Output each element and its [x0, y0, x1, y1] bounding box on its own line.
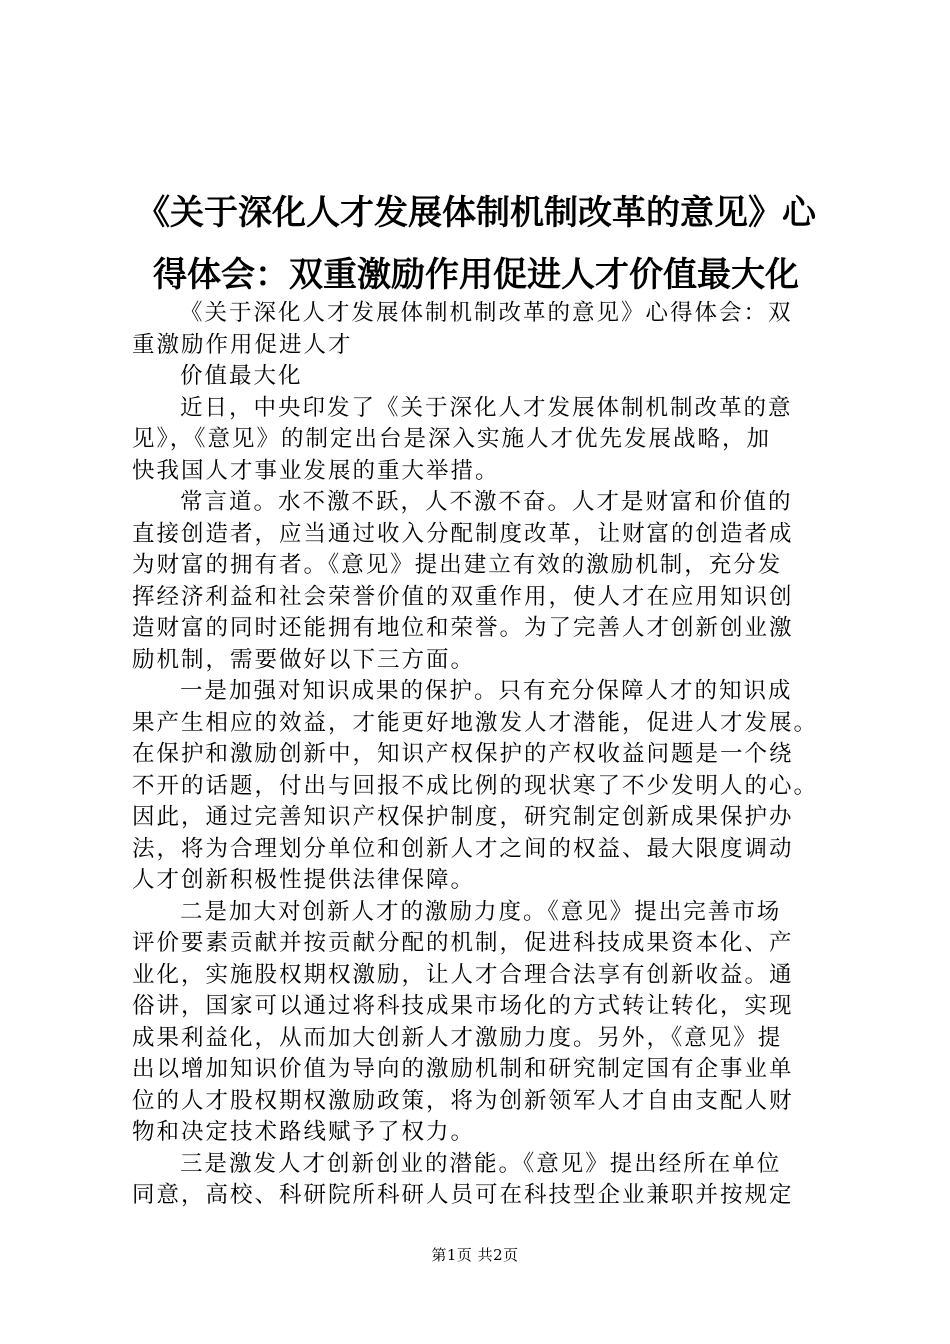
paragraph-line: 快我国人才事业发展的重大举措。 — [132, 457, 500, 484]
paragraph-line: 常言道。水不激不跃，人不激不奋。人才是财富和价值的 — [180, 489, 793, 515]
paragraph-line: 造财富的同时还能拥有地位和荣誉。为了完善人才创新创业激 — [132, 615, 794, 641]
paragraph-line: 三是激发人才创新创业的潜能。《意见》提出经所在单位 — [180, 1150, 782, 1177]
paragraph — [132, 361, 832, 393]
paragraph-line: 不开的话题，付出与回报不成比例的现状寒了不少发明人的心。 — [132, 772, 819, 799]
page-footer: 第1页 共2页 — [431, 1246, 519, 1264]
paragraph-line: 为财富的拥有者。《意见》提出建立有效的激励机制，充分发 — [132, 552, 783, 578]
paragraph-line: 俗讲，国家可以通过将科技成果市场化的方式转让转化，实现 — [132, 993, 794, 1019]
paragraph-line: 价值最大化 — [180, 363, 303, 389]
paragraph-line: 位的人才股权期权激励政策，将为创新领军人才自由支配人财 — [132, 1087, 794, 1114]
paragraph-line: 果产生相应的效益，才能更好地激发人才潜能，促进人才发展。 — [132, 709, 819, 736]
paragraph — [132, 487, 832, 676]
paragraph — [132, 393, 832, 488]
paragraph-line: 人才创新积极性提供法律保障。 — [132, 867, 476, 893]
paragraph-line: 在保护和激励创新中，知识产权保护的产权收益问题是一个绕 — [132, 741, 794, 767]
paragraph — [132, 676, 832, 897]
paragraph-line: 直接创造者，应当通过收入分配制度改革，让财富的创造者成 — [132, 520, 794, 547]
paragraph — [132, 897, 832, 1149]
paragraph-line: 成果利益化，从而加大创新人才激励力度。另外，《意见》提 — [132, 1024, 783, 1051]
paragraph-line: 物和决定技术路线赋予了权力。 — [132, 1119, 476, 1145]
paragraph — [132, 298, 832, 361]
paragraph-line: 一是加强对知识成果的保护。只有充分保障人才的知识成 — [180, 678, 793, 704]
title-line-2: 得体会：双重激励作用促进人才价值最大化 — [153, 255, 799, 295]
paragraph-line: 业化，实施股权期权激励，让人才合理合法享有创新收益。通 — [132, 961, 794, 988]
paragraph — [132, 1149, 832, 1212]
paragraph-line: 同意，高校、科研院所科研人员可在科技型企业兼职并按规定 — [132, 1182, 794, 1208]
paragraph-line: 见》，《意见》的制定出台是深入实施人才优先发展战略，加 — [132, 426, 772, 452]
title-line-1: 《关于深化人才发展体制机制改革的意见》心 — [136, 193, 816, 233]
paragraph-line: 评价要素贡献并按贡献分配的机制，促进科技成果资本化、产 — [132, 930, 794, 956]
document-body — [132, 298, 832, 1212]
paragraph-line: 《关于深化人才发展体制机制改革的意见》心得体会：双 — [180, 300, 793, 326]
paragraph-line: 励机制，需要做好以下三方面。 — [132, 646, 476, 673]
paragraph-line: 重激励作用促进人才 — [132, 331, 353, 358]
paragraph-line: 因此，通过完善知识产权保护制度，研究制定创新成果保护办 — [132, 804, 794, 830]
paragraph-line: 法，将为合理划分单位和创新人才之间的权益、最大限度调动 — [132, 835, 794, 862]
paragraph-line: 近日，中央印发了《关于深化人才发展体制机制改革的意 — [180, 394, 793, 421]
paragraph-line: 出以增加知识价值为导向的激励机制和研究制定国有企事业单 — [132, 1056, 794, 1082]
paragraph-line: 二是加大对创新人才的激励力度。《意见》提出完善市场 — [180, 898, 782, 925]
paragraph-line: 挥经济利益和社会荣誉价值的双重作用，使人才在应用知识创 — [132, 583, 794, 610]
document-title — [120, 182, 832, 306]
